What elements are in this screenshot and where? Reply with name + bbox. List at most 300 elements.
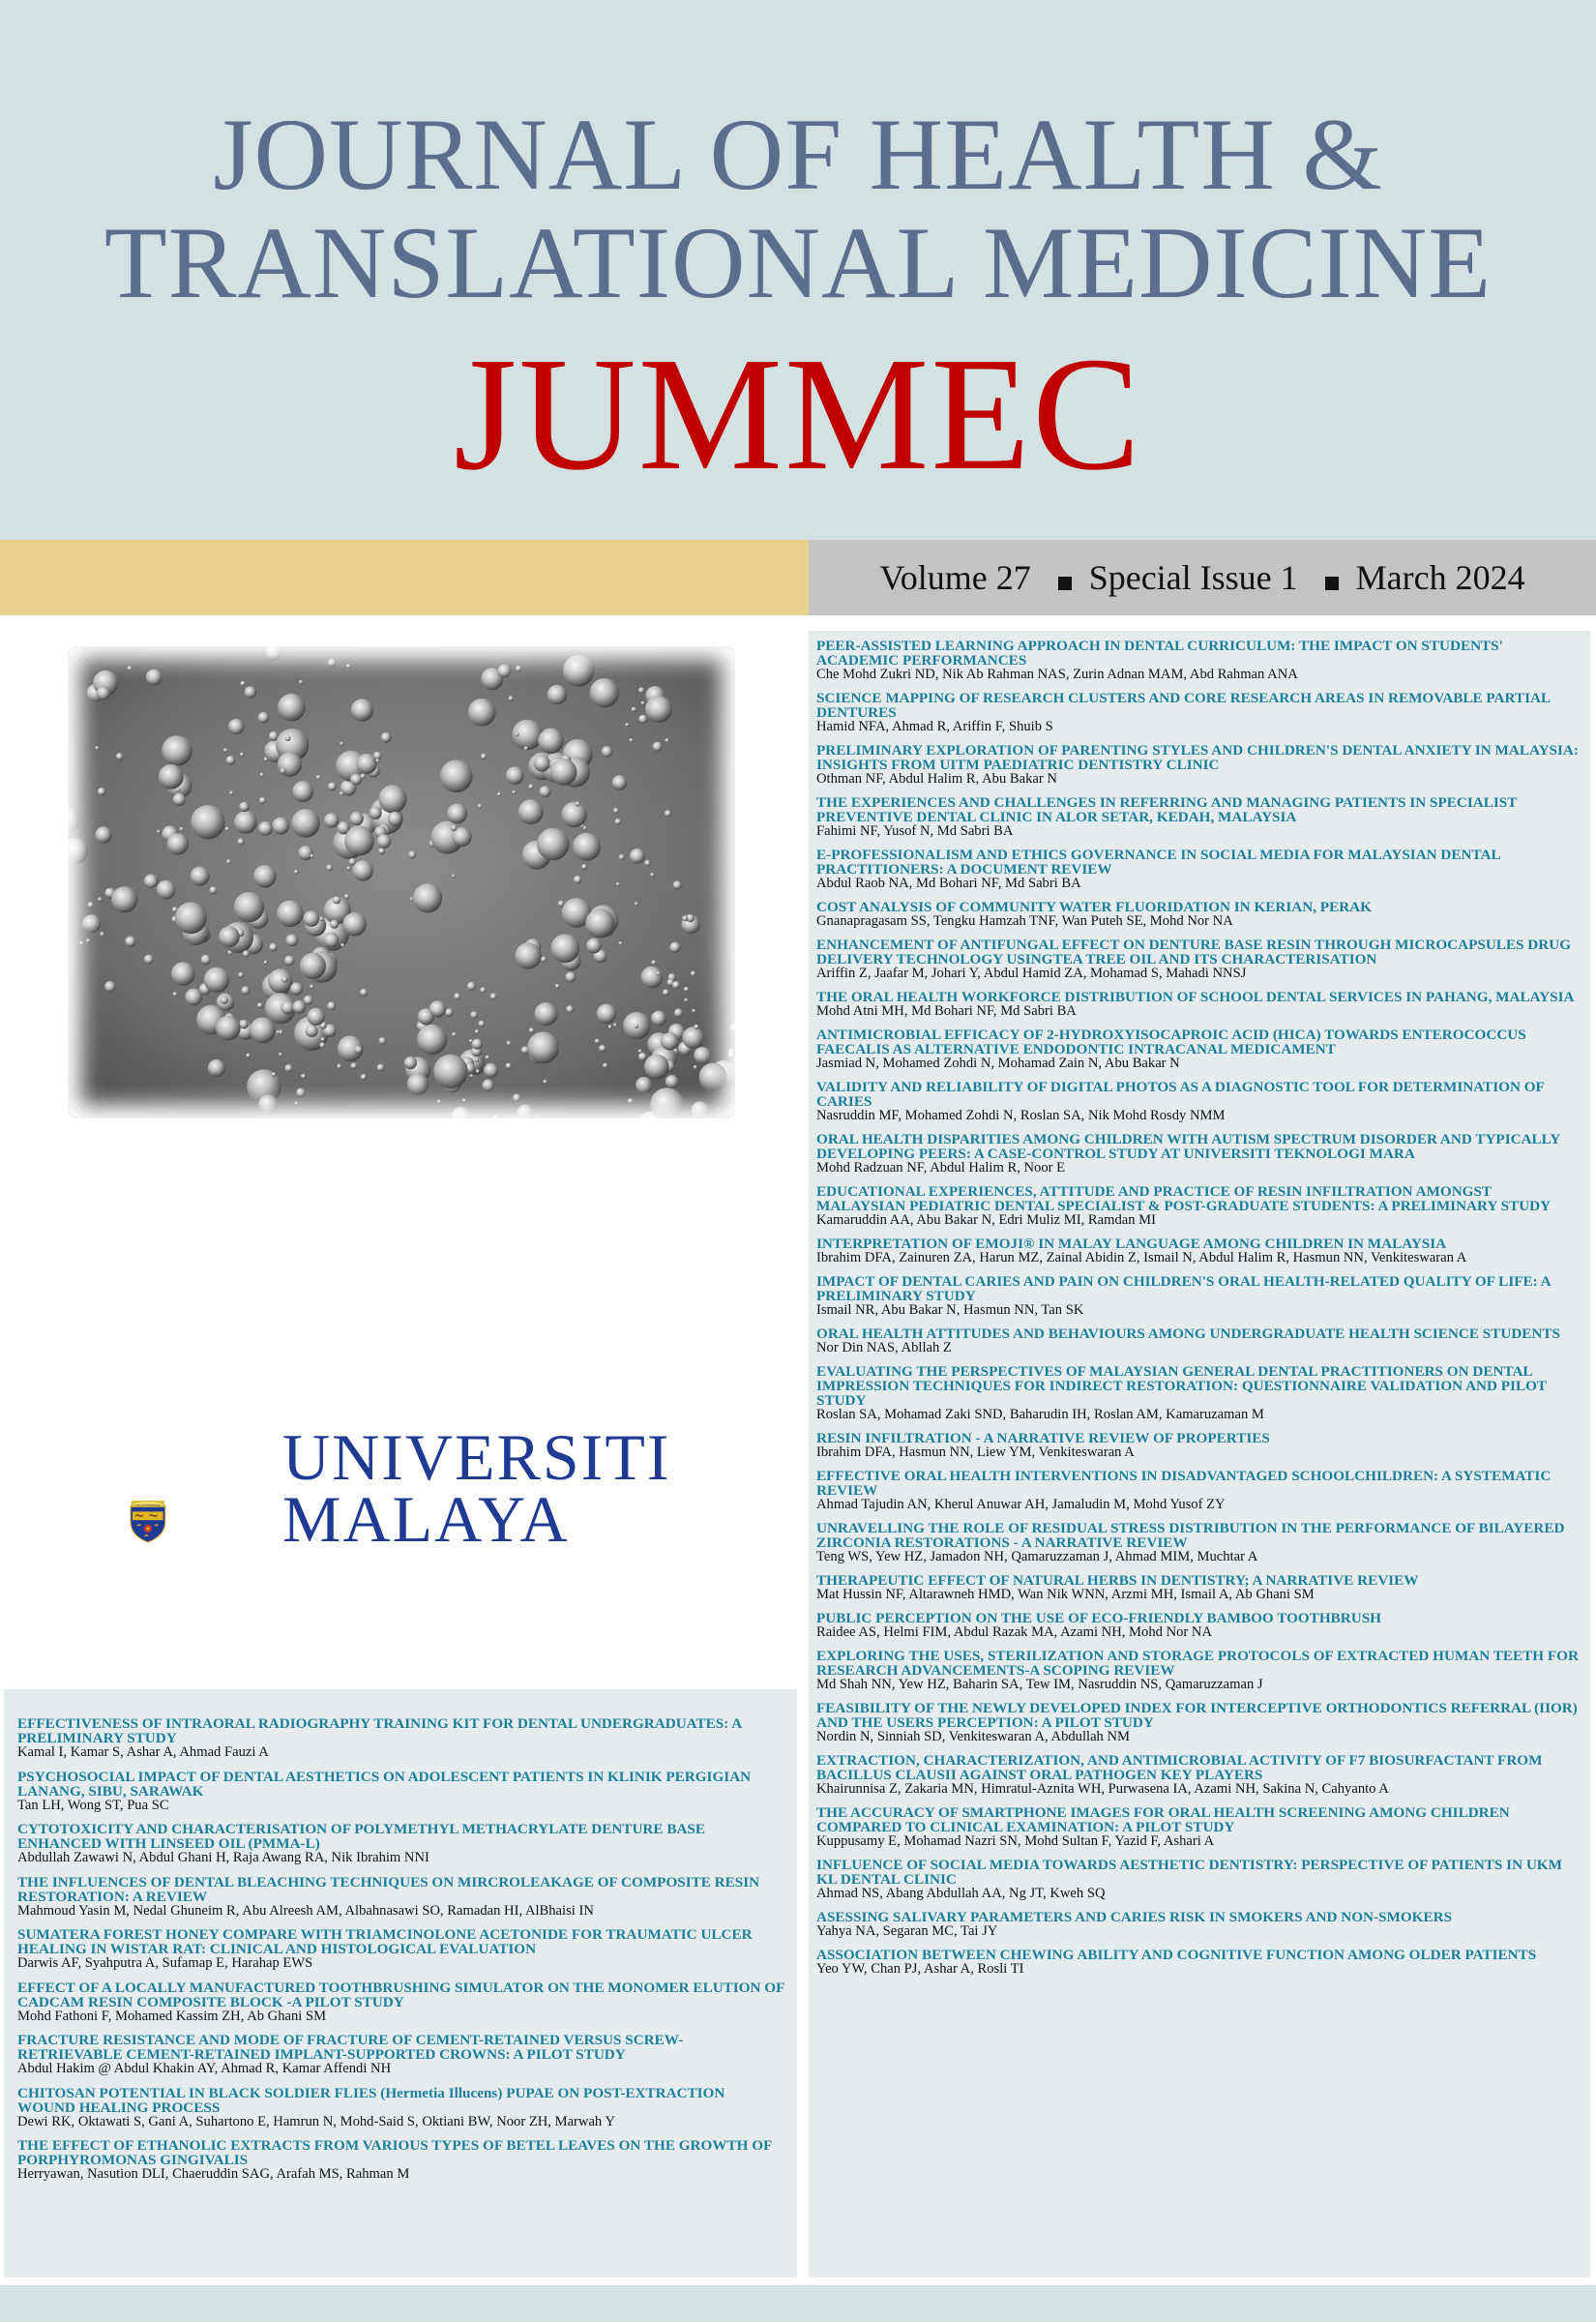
article-title[interactable]: ENHANCEMENT OF ANTIFUNGAL EFFECT ON DENTURE BASE RESIN THROUGH MICROCAPSULES DRUG DELIVERY TECHNOLOGY USINGTEA TREE OIL AND ITS CHARACTERISATION <box>816 937 1572 968</box>
microsphere <box>566 1005 574 1013</box>
microsphere <box>630 738 634 742</box>
microsphere <box>173 992 178 997</box>
microsphere <box>651 960 656 965</box>
bullet-icon <box>1325 577 1339 590</box>
microsphere <box>478 804 483 809</box>
microsphere <box>111 886 137 912</box>
microsphere <box>454 993 460 999</box>
article-entry[interactable] <box>816 1753 1581 1797</box>
microsphere <box>304 996 313 1005</box>
article-title[interactable]: EVALUATING THE PERSPECTIVES OF MALAYSIAN GENERAL DENTAL PRACTITIONERS ON DENTAL IMPRESSION TECHNIQUES FOR INDIRECT RESTORATION: QUESTIONNAIRE VALIDATION AND PILOT STUDY <box>816 1363 1547 1409</box>
article-entry[interactable] <box>816 990 1581 1019</box>
microsphere <box>171 962 195 986</box>
microsphere <box>507 1041 512 1046</box>
microsphere <box>281 768 286 774</box>
microsphere <box>239 802 249 812</box>
article-entry[interactable] <box>816 900 1581 929</box>
microsphere <box>234 892 264 922</box>
microsphere <box>304 910 320 927</box>
microsphere <box>665 810 671 817</box>
article-title[interactable]: EFFECTIVE ORAL HEALTH INTERVENTIONS IN DISADVANTAGED SCHOOLCHILDREN: A SYSTEMATIC REVIEW <box>816 1468 1552 1499</box>
article-entry[interactable] <box>816 1469 1581 1512</box>
article-title[interactable]: ANTIMICROBIAL EFFICACY OF 2-HYDROXYISOCAPROIC ACID (HICA) TOWARDS ENTEROCOCCUS FAECALIS AS ALTERNATIVE ENDODONTIC INTRACANAL MEDICAMENT <box>816 1027 1526 1057</box>
article-entry[interactable] <box>17 1875 785 1919</box>
microsphere <box>599 1045 606 1052</box>
article-title[interactable]: ORAL HEALTH ATTITUDES AND BEHAVIOURS AMONG UNDERGRADUATE HEALTH SCIENCE STUDENTS <box>816 1325 1560 1342</box>
microsphere <box>727 1052 734 1058</box>
microsphere <box>694 1025 698 1029</box>
article-title[interactable]: EXTRACTION, CHARACTERIZATION, AND ANTIMICROBIAL ACTIVITY OF F7 BIOSURFACTANT FROM BACILLUS CLAUSII AGAINST ORAL PATHOGEN KEY PLAYERS <box>816 1752 1543 1783</box>
microsphere <box>486 1056 490 1060</box>
accent-band <box>0 540 809 615</box>
article-entry[interactable] <box>816 1184 1581 1228</box>
microsphere <box>279 1053 282 1057</box>
microsphere <box>616 882 620 886</box>
microsphere <box>340 943 344 947</box>
article-entry[interactable] <box>816 743 1581 787</box>
microsphere <box>191 867 210 886</box>
article-entry[interactable] <box>816 1649 1581 1692</box>
microsphere <box>276 1030 280 1034</box>
microsphere <box>619 941 623 945</box>
article-title[interactable]: SUMATERA FOREST HONEY COMPARE WITH TRIAMCINOLONE ACETONIDE FOR TRAUMATIC ULCER HEALING IN WISTAR RAT: CLINICAL AND HISTOLOGICAL EVALUATION <box>17 1926 753 1957</box>
microsphere <box>650 873 654 877</box>
microsphere <box>515 942 541 968</box>
microsphere <box>632 707 636 712</box>
right-contents-panel <box>809 631 1590 2277</box>
microsphere <box>299 680 303 684</box>
article-title[interactable]: ASSOCIATION BETWEEN CHEWING ABILITY AND COGNITIVE FUNCTION AMONG OLDER PATIENTS <box>816 1947 1537 1963</box>
microsphere <box>515 732 518 736</box>
article-entry[interactable] <box>816 1948 1581 1977</box>
microsphere <box>586 938 602 954</box>
microsphere <box>264 961 268 965</box>
microsphere <box>328 783 337 791</box>
microsphere <box>674 1008 683 1017</box>
microsphere <box>144 875 159 889</box>
microsphere <box>185 989 202 1006</box>
article-entry[interactable] <box>816 1326 1581 1355</box>
article-title[interactable]: IMPACT OF DENTAL CARIES AND PAIN ON CHILDREN'S ORAL HEALTH-RELATED QUALITY OF LIFE: A PRELIMINARY STUDY <box>816 1273 1551 1304</box>
microsphere <box>281 1000 294 1014</box>
microsphere <box>340 791 343 795</box>
article-title[interactable]: FEASIBILITY OF THE NEWLY DEVELOPED INDEX FOR INTERCEPTIVE ORTHODONTICS REFERRAL (IIOR) AND THE USERS PERCEPTION: A PILOT STUDY <box>816 1700 1578 1731</box>
microsphere <box>351 699 373 721</box>
microsphere <box>692 1101 709 1118</box>
microsphere <box>476 1069 480 1073</box>
article-entry[interactable] <box>816 1132 1581 1176</box>
university-name <box>282 1420 671 1556</box>
microsphere <box>472 1039 483 1050</box>
article-title[interactable]: THE INFLUENCES OF DENTAL BLEACHING TECHNIQUES ON MIRCROLEAKAGE OF COMPOSITE RESIN RESTORATION: A REVIEW <box>17 1873 760 1905</box>
microsphere <box>86 938 90 942</box>
article-entry[interactable] <box>816 848 1581 891</box>
microsphere <box>337 1064 341 1069</box>
article-entry[interactable] <box>17 1822 785 1865</box>
article-entry[interactable] <box>816 795 1581 839</box>
article-authors: Kamaruddin AA, Abu Bakar N, Edri Muliz MI, Ramdan MI <box>816 1212 1157 1228</box>
microsphere <box>361 1074 367 1080</box>
article-authors: Kamal I, Kamar S, Ashar A, Ahmad Fauzi A <box>17 1744 269 1760</box>
article-entry[interactable] <box>17 1927 785 1971</box>
article-authors: Md Shah NN, Yew HZ, Baharin SA, Tew IM, Nasruddin NS, Qamaruzzaman J <box>816 1677 1263 1692</box>
microsphere <box>547 685 568 705</box>
article-title[interactable]: FRACTURE RESISTANCE AND MODE OF FRACTURE OF CEMENT-RETAINED VERSUS SCREW-RETRIEVABLE CEMENT-RETAINED IMPLANT-SUPPORTED CROWNS: A PILOT STUDY <box>17 2032 684 2063</box>
left-contents-panel <box>4 1689 797 2277</box>
article-title[interactable]: EXPLORING THE USES, STERILIZATION AND STORAGE PROTOCOLS OF EXTRACTED HUMAN TEETH FOR RESEARCH ADVANCEMENTS-A SCOPING REVIEW <box>816 1648 1579 1679</box>
microsphere <box>574 876 581 883</box>
article-title[interactable]: THE EFFECT OF ETHANOLIC EXTRACTS FROM VARIOUS TYPES OF BETEL LEAVES ON THE GROWTH OF PORPHYROMONAS GINGIVALIS <box>17 2137 772 2168</box>
microsphere <box>691 971 696 977</box>
microsphere <box>534 1002 557 1026</box>
microsphere <box>226 859 231 864</box>
microsphere <box>513 1094 520 1102</box>
journal-title <box>0 98 1596 319</box>
microsphere <box>285 935 298 947</box>
microsphere <box>635 902 638 906</box>
microsphere <box>534 755 550 771</box>
microsphere <box>433 1055 468 1089</box>
microsphere <box>238 972 244 978</box>
microsphere <box>167 833 189 854</box>
microsphere <box>175 902 207 934</box>
microsphere <box>144 955 154 965</box>
article-title[interactable]: EFFECTIVENESS OF INTRAORAL RADIOGRAPHY TRAINING KIT FOR DENTAL UNDERGRADUATES: A PRELIMINARY STUDY <box>17 1715 742 1746</box>
microsphere <box>204 968 229 993</box>
article-entry[interactable] <box>816 1611 1581 1640</box>
microsphere <box>208 1059 225 1077</box>
microsphere <box>344 894 349 899</box>
microsphere <box>635 1025 638 1028</box>
microsphere <box>216 1016 241 1041</box>
microsphere <box>573 833 601 861</box>
microsphere <box>306 1025 318 1037</box>
microsphere <box>635 1077 652 1093</box>
microsphere <box>258 821 273 836</box>
microsphere <box>663 989 669 996</box>
microsphere <box>378 785 406 813</box>
microsphere <box>328 659 337 668</box>
article-authors: Ahmad NS, Abang Abdullah AA, Ng JT, Kweh SQ <box>816 1886 1106 1901</box>
crest-icon <box>131 1501 165 1542</box>
volume-label: Volume 27 <box>879 558 1031 597</box>
microsphere <box>490 993 497 999</box>
microsphere-image <box>68 646 735 1118</box>
microsphere <box>597 1004 617 1025</box>
issue-info-band <box>809 540 1596 615</box>
microsphere <box>344 826 374 856</box>
microsphere <box>467 982 476 991</box>
microsphere <box>540 786 551 797</box>
article-title[interactable]: PUBLIC PERCEPTION ON THE USE OF ECO-FRIENDLY BAMBOO TOOTHBRUSH <box>816 1610 1381 1626</box>
microsphere <box>278 694 306 722</box>
microsphere <box>310 985 314 990</box>
microsphere <box>528 784 534 789</box>
microsphere <box>159 764 184 789</box>
article-entry[interactable] <box>816 691 1581 734</box>
microsphere <box>437 1100 441 1104</box>
university-name-line2: MALAYA <box>282 1482 570 1556</box>
microsphere <box>97 686 110 700</box>
microsphere <box>451 825 458 832</box>
microsphere <box>176 788 180 791</box>
microsphere <box>518 799 544 824</box>
microsphere <box>583 826 587 830</box>
article-entry[interactable] <box>816 1910 1581 1939</box>
microsphere <box>581 864 587 870</box>
microsphere <box>590 678 619 707</box>
microsphere <box>219 926 240 947</box>
article-title[interactable]: SCIENCE MAPPING OF RESEARCH CLUSTERS AND CORE RESEARCH AREAS IN REMOVABLE PARTIAL DENTURES <box>816 690 1551 721</box>
article-entry[interactable] <box>816 1236 1581 1265</box>
microsphere <box>529 1027 535 1033</box>
microsphere <box>324 933 340 948</box>
article-entry[interactable] <box>816 1080 1581 1123</box>
microsphere <box>125 937 135 947</box>
article-title[interactable]: UNRAVELLING THE ROLE OF RESIDUAL STRESS DISTRIBUTION IN THE PERFORMANCE OF BILAYERED ZIRCONIA RESTORATIONS - A NARRATIVE REVIEW <box>816 1520 1565 1551</box>
microsphere <box>378 848 385 854</box>
microsphere <box>269 943 278 952</box>
microsphere <box>527 1031 559 1063</box>
microsphere <box>673 880 682 889</box>
microsphere <box>381 732 392 743</box>
microsphere <box>630 848 645 864</box>
microsphere <box>98 897 102 901</box>
article-title[interactable]: THE ORAL HEALTH WORKFORCE DISTRIBUTION OF SCHOOL DENTAL SERVICES IN PAHANG, MALAYSIA <box>816 989 1575 1005</box>
microsphere <box>355 1046 363 1054</box>
microsphere <box>291 809 320 838</box>
microsphere <box>201 955 211 965</box>
article-authors: Gnanapragasam SS, Tengku Hamzah TNF, Wan Puteh SE, Mohd Nor NA <box>816 913 1233 929</box>
microsphere <box>468 699 496 727</box>
microsphere <box>638 715 647 724</box>
article-title[interactable]: INFLUENCE OF SOCIAL MEDIA TOWARDS AESTHETIC DENTISTRY: PERSPECTIVE OF PATIENTS IN UKM KL DENTAL CLINIC <box>816 1857 1562 1888</box>
bullet-icon <box>1058 577 1072 590</box>
microsphere <box>157 880 176 900</box>
article-entry[interactable] <box>17 1716 785 1760</box>
microsphere <box>301 1074 306 1079</box>
microsphere <box>277 901 304 928</box>
microsphere <box>470 1011 478 1019</box>
article-title[interactable]: PSYCHOSOCIAL IMPACT OF DENTAL AESTHETICS ON ADOLESCENT PATIENTS IN KLINIK PERGIGIAN LANANG, SIBU, SARAWAK <box>17 1768 752 1800</box>
microsphere <box>128 666 133 670</box>
microsphere <box>417 1025 447 1055</box>
microsphere <box>321 1037 325 1041</box>
article-title[interactable]: CHITOSAN POTENTIAL IN BLACK SOLDIER FLIES (Hermetia Illucens) PUPAE ON POST-EXTRACTION WOUND HEALING PROCESS <box>17 2084 725 2116</box>
article-entry[interactable] <box>17 2138 785 2182</box>
article-entry[interactable] <box>17 2086 785 2129</box>
article-authors: Mat Hussin NF, Altarawneh HMD, Wan Nik WNN, Arzmi MH, Ismail A, Ab Ghani SM <box>816 1587 1315 1602</box>
microsphere <box>292 781 313 802</box>
microsphere <box>563 655 595 687</box>
microsphere <box>379 1037 386 1044</box>
microsphere <box>478 1021 485 1027</box>
article-authors: Mohd Fathoni F, Mohamed Kassim ZH, Ab Ghani SM <box>17 2008 327 2024</box>
article-title[interactable]: CYTOTOXICITY AND CHARACTERISATION OF POLYMETHYL METHACRYLATE DENTURE BASE ENHANCED WITH LINSEED OIL (PMMA-L) <box>17 1821 706 1852</box>
article-title[interactable]: ASESSING SALIVARY PARAMETERS AND CARIES RISK IN SMOKERS AND NON-SMOKERS <box>816 1909 1453 1925</box>
microsphere <box>360 773 366 779</box>
article-entry[interactable] <box>816 1805 1581 1849</box>
microsphere <box>628 1098 633 1103</box>
microsphere <box>537 828 569 860</box>
article-title[interactable]: PEER-ASSISTED LEARNING APPROACH IN DENTAL CURRICULUM: THE IMPACT ON STUDENTS' ACADEMIC PERFORMANCES <box>816 638 1503 669</box>
microsphere <box>388 812 402 826</box>
microsphere <box>619 854 625 860</box>
microsphere <box>95 826 111 843</box>
article-authors: Othman NF, Abdul Halim R, Abu Bakar N <box>816 771 1057 787</box>
article-title[interactable]: E-PROFESSIONALISM AND ETHICS GOVERNANCE IN SOCIAL MEDIA FOR MALAYSIAN DENTAL PRACTITIONERS: A DOCUMENT REVIEW <box>816 847 1500 878</box>
article-title[interactable]: ORAL HEALTH DISPARITIES AMONG CHILDREN WITH AUTISM SPECTRUM DISORDER AND TYPICALLY DEVELOPING PEERS: A CASE-CONTROL STUDY AT UNIVERSITI TEKNOLOGI MARA <box>816 1131 1560 1162</box>
microsphere <box>258 712 270 724</box>
microsphere <box>327 1001 336 1010</box>
article-authors: Abdul Raob NA, Md Bohari NF, Md Sabri BA <box>816 876 1081 891</box>
microsphere <box>298 846 312 860</box>
article-entry[interactable] <box>816 938 1581 981</box>
microsphere <box>278 753 302 777</box>
microsphere <box>612 775 627 789</box>
microsphere <box>407 1073 429 1094</box>
microsphere <box>272 1072 276 1076</box>
microsphere <box>79 941 83 945</box>
article-entry[interactable] <box>17 1770 785 1813</box>
microsphere <box>357 754 377 774</box>
microsphere <box>672 981 680 989</box>
microsphere <box>613 808 619 814</box>
article-title[interactable]: RESIN INFILTRATION - A NARRATIVE REVIEW OF PROPERTIES <box>816 1430 1270 1446</box>
microsphere <box>350 774 362 786</box>
article-authors: Nor Din NAS, Abllah Z <box>816 1340 952 1355</box>
microsphere <box>445 1008 454 1017</box>
microsphere <box>404 1057 417 1069</box>
article-authors: Raidee AS, Helmi FIM, Abdul Razak MA, Azami NH, Mohd Nor NA <box>816 1624 1212 1640</box>
microsphere <box>684 998 688 1002</box>
microsphere <box>543 1080 547 1084</box>
microsphere <box>538 729 563 754</box>
microsphere <box>661 1032 678 1050</box>
microsphere <box>294 870 299 875</box>
microsphere <box>550 759 577 786</box>
microsphere <box>234 811 257 834</box>
article-authors: Che Mohd Zukri ND, Nik Ab Rahman NAS, Zurin Adnan MAM, Abd Rahman ANA <box>816 667 1298 682</box>
article-title[interactable]: INTERPRETATION OF EMOJI® IN MALAY LANGUAGE AMONG CHILDREN IN MALAYSIA <box>816 1235 1447 1252</box>
article-authors: Kuppusamy E, Mohamad Nazri SN, Mohd Sultan F, Yazid F, Ashari A <box>816 1833 1215 1849</box>
article-title[interactable]: THE ACCURACY OF SMARTPHONE IMAGES FOR ORAL HEALTH SCREENING AMONG CHILDREN COMPARED TO CLINICAL EXAMINATION: A PILOT STUDY <box>816 1804 1510 1835</box>
university-crest <box>130 1440 275 1604</box>
cover-header <box>0 0 1596 540</box>
article-authors: Nasruddin MF, Mohamed Zohdi N, Roslan SA, Nik Mohd Rosdy NMM <box>816 1108 1226 1123</box>
journal-title-line2: TRANSLATIONAL MEDICINE <box>103 206 1493 319</box>
microsphere <box>377 1064 385 1072</box>
microsphere <box>524 746 528 750</box>
article-entry[interactable] <box>816 1858 1581 1901</box>
microsphere <box>657 971 661 975</box>
microsphere <box>294 1101 298 1105</box>
microsphere <box>157 830 161 834</box>
article-authors: Teng WS, Yew HZ, Jamadon NH, Qamaruzzaman J, Ahmad MIM, Muchtar A <box>816 1549 1258 1564</box>
microsphere <box>360 989 368 997</box>
article-entry[interactable] <box>816 1701 1581 1744</box>
microsphere <box>665 1075 679 1088</box>
article-entry[interactable] <box>816 1431 1581 1460</box>
article-title[interactable]: EDUCATIONAL EXPERIENCES, ATTITUDE AND PRACTICE OF RESIN INFILTRATION AMONGST MALAYSIAN PEDIATRIC DENTAL SPECIALIST & POST-GRADUATE STUDENTS: A PRELIMINARY STUDY <box>816 1183 1552 1214</box>
microsphere <box>369 807 382 819</box>
microsphere <box>285 735 291 741</box>
microsphere <box>440 759 473 792</box>
microsphere <box>377 834 392 848</box>
journal-acronym: JUMMEC <box>453 324 1143 504</box>
microsphere <box>684 987 689 992</box>
microsphere <box>330 920 339 929</box>
article-entry[interactable] <box>816 1573 1581 1602</box>
microsphere <box>561 802 587 828</box>
microsphere <box>281 976 288 983</box>
microsphere <box>240 753 244 757</box>
microsphere <box>221 997 228 1004</box>
article-title[interactable]: EFFECT OF A LOCALLY MANUFACTURED TOOTHBRUSHING SIMULATOR ON THE MONOMER ELUTION OF CADCAM RESIN COMPOSITE BLOCK -A PILOT STUDY <box>17 1979 784 2010</box>
microsphere <box>481 754 487 759</box>
article-title[interactable]: COST ANALYSIS OF COMMUNITY WATER FLUORIDATION IN KERIAN, PERAK <box>816 899 1372 915</box>
microsphere <box>210 886 218 894</box>
microsphere <box>512 790 516 794</box>
article-entry[interactable] <box>816 1521 1581 1564</box>
microsphere <box>308 1008 325 1026</box>
article-title[interactable]: THERAPEUTIC EFFECT OF NATURAL HERBS IN DENTISTRY; A NARRATIVE REVIEW <box>816 1572 1419 1589</box>
article-authors: Ibrahim DFA, Zainuren ZA, Harun MZ, Zainal Abidin Z, Ismail N, Abdul Halim R, Hasmun NN, Venkiteswaran A <box>816 1250 1467 1265</box>
article-entry[interactable] <box>816 1274 1581 1318</box>
microsphere <box>223 748 227 752</box>
microsphere <box>653 742 663 752</box>
microsphere <box>226 756 235 764</box>
microsphere <box>240 681 245 686</box>
article-entry[interactable] <box>816 1364 1581 1422</box>
microsphere <box>682 1027 704 1049</box>
article-authors: Mohd Atni MH, Md Bohari NF, Md Sabri BA <box>816 1003 1077 1019</box>
microsphere <box>694 1065 697 1069</box>
microsphere <box>98 788 105 795</box>
microsphere <box>408 850 416 858</box>
microsphere <box>324 813 340 828</box>
microsphere <box>692 1009 695 1013</box>
article-title[interactable]: PRELIMINARY EXPLORATION OF PARENTING STYLES AND CHILDREN'S DENTAL ANXIETY IN MALAYSIA: INSIGHTS FROM UITM PAEDIATRIC DENTISTRY CLINIC <box>816 742 1579 773</box>
microsphere <box>268 968 292 993</box>
microsphere <box>694 1047 711 1064</box>
article-entry[interactable] <box>17 2033 785 2076</box>
microsphere <box>296 1088 306 1098</box>
article-title[interactable]: THE EXPERIENCES AND CHALLENGES IN REFERRING AND MANAGING PATIENTS IN SPECIALIST PREVENTIVE DENTAL CLINIC IN ALOR SETAR, KEDAH, MALAYSIA <box>816 794 1518 825</box>
microsphere <box>319 1042 325 1048</box>
microsphere <box>162 735 192 766</box>
microsphere <box>498 665 512 678</box>
article-authors: Jasmiad N, Mohamed Zohdi N, Mohamad Zain N, Abu Bakar N <box>816 1056 1180 1071</box>
microsphere <box>452 875 456 878</box>
microsphere <box>644 1055 669 1080</box>
article-entry[interactable] <box>816 1027 1581 1071</box>
article-entry[interactable] <box>816 639 1581 682</box>
microsphere <box>555 984 560 989</box>
microsphere <box>82 914 101 933</box>
microsphere <box>644 860 651 867</box>
microsphere <box>352 860 373 881</box>
article-title[interactable]: VALIDITY AND RELIABILITY OF DIGITAL PHOTOS AS A DIAGNOSTIC TOOL FOR DETERMINATION OF CARIES <box>816 1079 1545 1110</box>
microsphere <box>333 896 340 904</box>
microsphere <box>447 804 467 824</box>
article-entry[interactable] <box>17 1980 785 2024</box>
issue-date-label: March 2024 <box>1355 558 1525 597</box>
article-authors: Mohd Radzuan NF, Abdul Halim R, Noor E <box>816 1160 1066 1176</box>
microsphere <box>480 987 486 993</box>
microsphere <box>625 723 629 727</box>
article-authors: Fahimi NF, Yusof N, Md Sabri BA <box>816 823 1014 839</box>
